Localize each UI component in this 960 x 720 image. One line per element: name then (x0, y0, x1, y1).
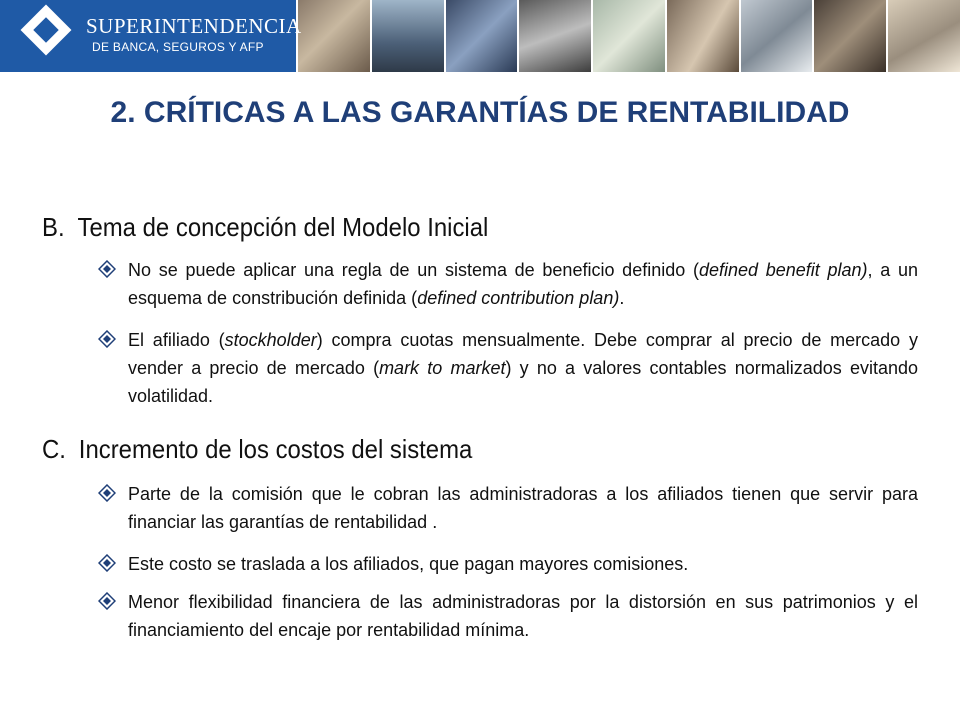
text-run: No se puede aplicar una regla de un sistema de beneficio definido ( (128, 260, 699, 280)
banner-photo (812, 0, 886, 72)
text-run: , a un esquema de constribución definida ( (128, 260, 918, 308)
bullet-text: Parte de la comisión que le cobran las administradoras a los afiliados tienen que servir para financiar las garantías de rentabilidad . (128, 484, 918, 532)
diamond-bullet-icon (98, 260, 116, 278)
bullet-item (128, 550, 918, 578)
section-letter: B. (42, 212, 65, 242)
bullet-item (128, 588, 918, 644)
banner-photo (665, 0, 739, 72)
sbs-logo (0, 0, 302, 72)
diamond-bullet-icon (98, 554, 116, 572)
section-heading (42, 212, 488, 243)
bullet-text (128, 326, 918, 410)
text-run-italic: stockholder (224, 330, 317, 350)
section-title: Incremento de los costos del sistema (78, 434, 473, 464)
section-heading (42, 434, 472, 465)
text-run: ) y no a valores contables normalizados evitando volatilidad. (128, 358, 918, 406)
bullet-text: Menor flexibilidad financiera de las administradoras por la distorsión en sus patrimonios y el financiamiento del encaje por rentabilidad mínima. (128, 592, 918, 640)
banner-photo (370, 0, 444, 72)
diamond-bullet-icon (98, 592, 116, 610)
bullet-item (128, 480, 918, 536)
diamond-bullet-icon (98, 484, 116, 502)
bullet-item (128, 256, 918, 312)
text-run-italic: mark to market (379, 358, 506, 378)
slide-title: 2. CRÍTICAS A LAS GARANTÍAS DE RENTABILIDAD (110, 96, 850, 129)
bullet-text (128, 256, 918, 312)
bullet-item (128, 326, 918, 410)
photo-strip (296, 0, 960, 72)
banner-photo (517, 0, 591, 72)
text-run-italic: defined benefit plan) (698, 260, 868, 280)
header-banner (0, 0, 960, 72)
diamond-bullet-icon (98, 330, 116, 348)
banner-photo (444, 0, 518, 72)
text-run: ) compra cuotas mensualmente. Debe comprar al precio de mercado y vender a precio de mercado ( (128, 330, 918, 378)
section-letter: C. (42, 434, 66, 464)
banner-photo (886, 0, 960, 72)
text-run: El afiliado ( (128, 330, 225, 350)
org-subtitle: DE BANCA, SEGUROS Y AFP (92, 40, 264, 54)
sbs-diamond-logo-icon (21, 5, 72, 56)
org-name: SUPERINTENDENCIA (86, 14, 302, 38)
banner-photo (739, 0, 813, 72)
banner-photo (296, 0, 370, 72)
section-title: Tema de concepción del Modelo Inicial (77, 212, 489, 242)
banner-photo (591, 0, 665, 72)
bullet-text: Este costo se traslada a los afiliados, que pagan mayores comisiones. (128, 554, 689, 574)
text-run: . (619, 288, 625, 308)
text-run-italic: defined contribution plan) (417, 288, 620, 308)
